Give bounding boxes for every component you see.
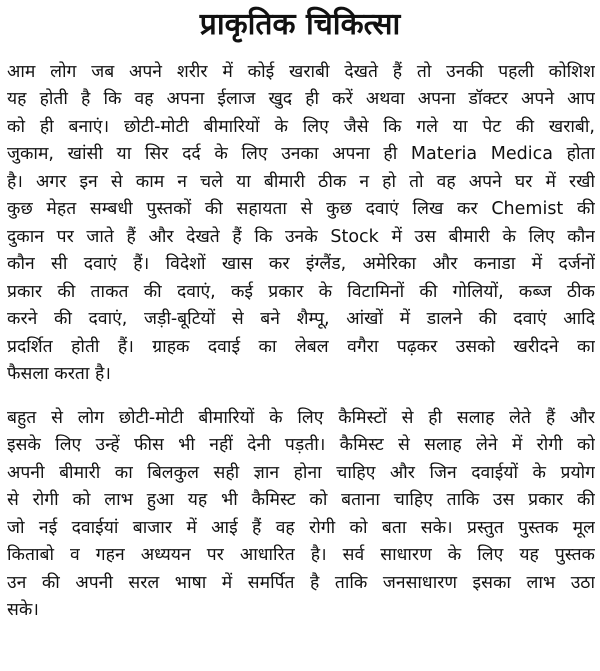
text-line: उन की अपनी सरल भाषा में समर्पित है ताकि जनसाधारण इसका लाभ उठा: [7, 573, 595, 593]
text-line: जो नई दवाईयां बाजार में आई हैं वह रोगी को बता सके। प्रस्तुत पुस्तक मूल: [7, 518, 595, 538]
text-line: अपनी बीमारी का बिलकुल सही ज्ञान होना चाहिए और जिन दवाईयों के प्रयोग: [7, 463, 595, 483]
text-line: है। अगर इन से काम न चले या बीमारी ठीक न हो तो वह अपने घर में रखी: [7, 172, 595, 192]
text-line: इसके लिए उन्हें फीस भी नहीं देनी पड़ती। कैमिस्ट से सलाह लेने में रोगी को: [7, 435, 595, 455]
text-line: सके।: [7, 600, 39, 620]
text-line: को ही बनाएं। छोटी-मोटी बीमारियों के लिए जैसे कि गले या पेट की खराबी,: [7, 117, 595, 137]
text-line: किताबो व गहन अध्ययन पर आधारित है। सर्व साधारण के लिए यह पुस्तक: [7, 545, 595, 565]
page-title: प्राकृतिक चिकित्सा: [199, 7, 401, 42]
text-line: आम लोग जब अपने शरीर में कोई खराबी देखते हैं तो उनकी पहली कोशिश: [7, 62, 595, 82]
text-line: कौन सी दवाएं हैं। विदेशों खास कर इंग्लैंड, अमेरिका और कनाडा में दर्जनों: [7, 254, 595, 274]
text-line: करने की दवाएं, जड़ी-बूटियों से बने शैम्पू, आंखों में डालने की दवाएं आदि: [7, 309, 595, 329]
text-line: कुछ मेहत सम्बधी पुस्तकों की सहायता से कुछ दवाएं लिख कर Chemist की: [7, 199, 595, 219]
text-line: बहुत से लोग छोटी-मोटी बीमारियों के लिए कैमिस्टों से ही सलाह लेते हैं और: [7, 408, 595, 428]
text-line: से रोगी को लाभ हुआ यह भी कैमिस्ट को बताना चाहिए ताकि उस प्रकार की: [7, 490, 595, 510]
text-line: जुकाम, खांसी या सिर दर्द के लिए उनका अपना ही Materia Medica होता: [7, 144, 595, 164]
text-line: फैसला करता है।: [7, 364, 111, 384]
text-line: दुकान पर जाते हैं और देखते हैं कि उनके Stock में उस बीमारी के लिए कौन: [7, 227, 595, 247]
text-line: यह होती है कि वह अपना ईलाज खुद ही करें अथवा अपना डॉक्टर अपने आप: [7, 89, 595, 109]
text-line: प्रकार की ताकत की दवाएं, कई प्रकार के विटामिनों की गोलियों, कब्ज ठीक: [7, 282, 595, 302]
text-line: प्रदर्शित होती हैं। ग्राहक दवाई का लेबल वगैरा पढ़कर उसको खरीदने का: [7, 337, 595, 357]
